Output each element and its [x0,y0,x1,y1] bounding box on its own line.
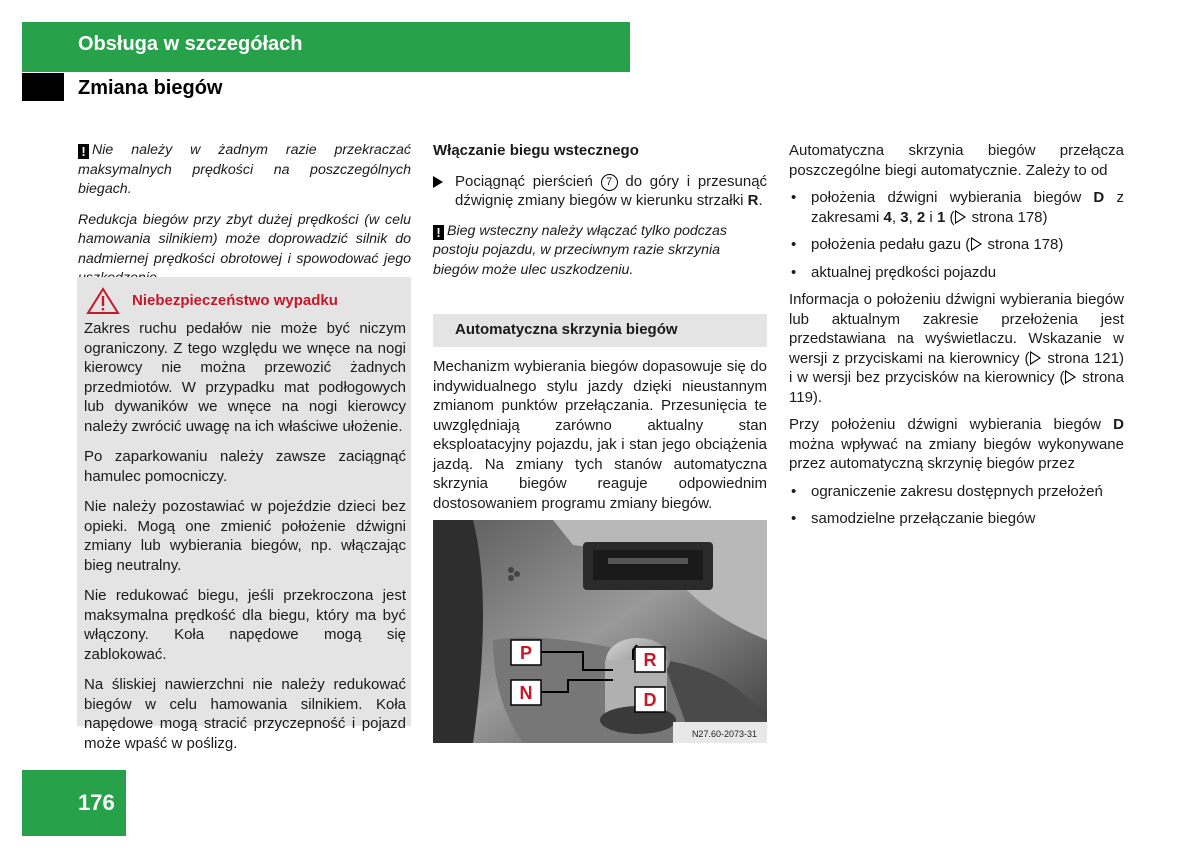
caution-icon: ! [433,225,444,240]
gear-selector-photo [433,520,767,743]
section-marker [22,73,64,101]
list-item: • samodzielne przełączanie biegów [789,509,1124,529]
warning-body [84,319,406,764]
gear-label-p: P [519,643,533,663]
gear-label-n: N [519,683,533,703]
note-downshift: Redukcja biegów przy zbyt dużej prędkości (w celu hamowania silnikiem) może doprowadzić silnik do nadmiernej prędkości obrotowej i spowodować jego [78,211,411,267]
list-item: • aktualnej prędkości pojazdu [789,263,1124,283]
warning-paragraph: Nie należy pozostawiać w pojeździe dzieci bez opieki. Mogą one zmienić położenie dźwigni zmiany lub wybierania biegów, np. włączając bieg neutralny. [84,498,406,574]
warning-paragraph: Zakres ruchu pedałów nie może być niczym ograniczony. Z tego względu we wnęce na nogi kierowcy nie można przewozić żadnych przedmiotów. W przypadku mat podłogowych lub dywaników we wnęce na nogi kierowcy należy zwrócić uwagę na ich właściwe ułożenie. [84,320,406,435]
page-ref-link[interactable]: strona 178) [987,236,1064,253]
column-middle [433,141,767,280]
section-bar [433,314,767,347]
photo-code: N27.60-2073-31 [691,729,757,739]
warning-triangle-icon [86,287,120,315]
column-right [789,141,1124,537]
page-number: 176 [78,790,115,815]
chapter-title: Obsługa w szczegółach [78,33,303,55]
dependency-list [789,188,1124,282]
section-bar-title: Automatyczna skrzynia biegów [455,321,678,338]
warning-paragraph: Po zaparkowaniu należy zawsze zaciągnąć hamulec pomocniczy. [84,448,406,485]
step-arrow-icon [433,176,443,188]
warning-paragraph: Na śliskiej nawierzchni nie należy redukować biegów w celu hamowania silnikiem. Koła napędowe mogą stracić przyczepność i pojazd może wpaść w poślizg. [84,676,406,752]
callout-number: 7 [601,174,618,191]
page-ref-icon [971,237,982,251]
gear-selector-illustration [433,520,767,743]
caution-icon: ! [78,144,89,159]
list-item: • położenia dźwigni wybierania biegów D z zakresami 4, 3, 2 i 1 ( strona 178) [789,188,1124,227]
automatic-paragraph: Mechanizm wybierania biegów dopasowuje się do indywidualnego stylu jazdy dzięki nieustannym zmianom punktów przełączania. Przesunięcia te uwzględniają zarówno aktualny stan eksploatacyjny pojazdu, jak i stan jego obciążenia jazdą. Na zmiany tych stanów automatyczna skrzynia biegów reaguje odpowiednim dostosowaniem programu zmiany biegów. [433,358,767,512]
list-item: • ograniczenie zakresu dostępnych przełożeń [789,482,1124,502]
display-paragraph: Informacja o położeniu dźwigni wybierania biegów lub aktualnym zakresie przełożenia jest przedstawiana na wyświetlaczu. Wskazanie w wersji z przyciskami na kierownicy ( strona 121) i w wersji bez przycisków na kierownicy ( strona 119). [789,291,1124,406]
instruction-step: Pociągnąć pierścień 7 do góry i przesunąć dźwignię zmiany biegów w kierunku strzałki R. [433,172,767,211]
page-ref-icon [1065,370,1076,384]
warning-header [86,287,406,315]
page-ref-link[interactable]: strona 119). [789,369,1124,406]
page-ref-link[interactable]: strona 178) [971,208,1048,226]
influence-paragraph: Przy położeniu dźwigni wybierania biegów D można wpływać na zmiany biegów wykonywane przez automatyczną skrzynię biegów przez [789,416,1124,472]
page-ref-icon [955,210,966,224]
influence-list [789,482,1124,529]
gear-label-r: R [643,650,657,670]
warning-paragraph: Nie redukować biegu, jeśli przekroczona jest maksymalna prędkość dla biegu, który ma być włączony. Koła napędowe mogą się zablokować. [84,587,406,663]
section-title: Zmiana biegów [78,77,223,99]
page-ref-icon [1030,351,1041,365]
gear-label-d: D [643,690,657,710]
list-item: • położenia pedału gazu ( strona 178) [789,235,1124,255]
warning-title: Niebezpieczeństwo wypadku [132,292,338,309]
intro-paragraph: Automatyczna skrzynia biegów przełącza poszczególne biegi automatycznie. Zależy to od [789,142,1124,179]
reverse-heading: Włączanie biegu wstecznego [433,142,639,159]
column-left-notes [78,141,411,300]
page-ref-link[interactable]: strona 121) i w wersji bez przycisków na kierownicy ( [789,349,1124,386]
note-max-speed: ! Nie należy w żadnym razie przekraczać maksymalnych prędkości na poszczególnych biegach. [78,142,411,197]
note-reverse: ! Bieg wsteczny należy włączać tylko podczas postoju pojazdu, w przeciwnym razie skrzynia biegów może ulec uszkodzeniu. [433,222,727,278]
